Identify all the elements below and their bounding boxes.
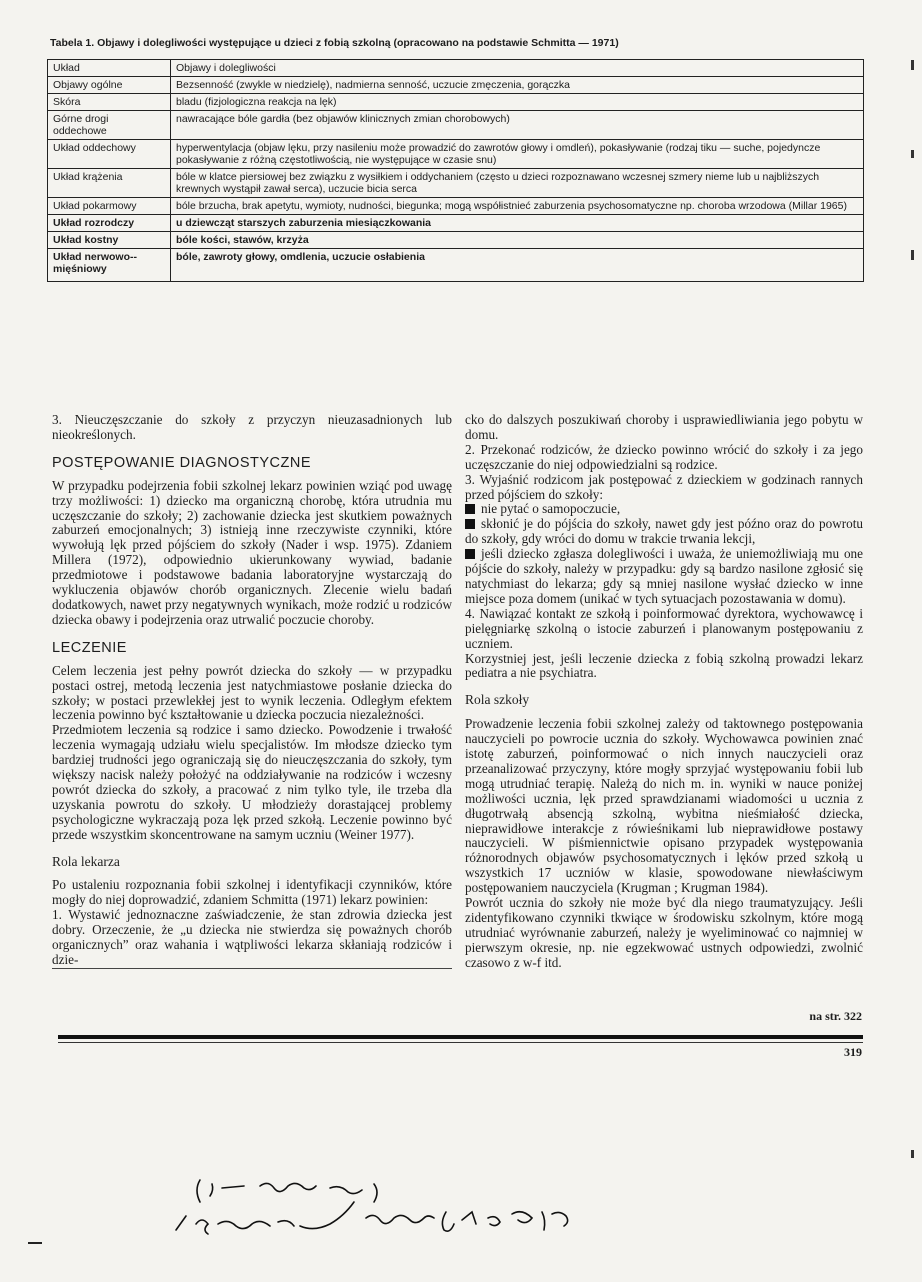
treatment-paragraph: Celem leczenia jest pełny powrót dziecka do szkoły — w przypadku postaci ostrej, metodą leczenia jest natychmiastowe posłanie dziecka do szkoły; w postaci przewlekłej jest to wynik leczenia. Odległym efektem leczenia powinno być kształtowanie u dziecka poczucia niezależności. [52,662,452,723]
table-cell-system: Górne drogi oddechowe [48,111,171,140]
school-role-paragraph: Prowadzenie leczenia fobii szkolnej zależy od taktownego postępowania nauczycieli po powrocie ucznia do szkoły. Wychowawca powinien znać istotę zaburzeń, poinformować o nich innych nauczycieli oraz przeanalizować przyczyny, które mogły sprzyjać występowaniu fobii lub mogą utrudniać terapię. Należą do nich m. in. wyniki w nauce poniżej możliwości ucznia, lęk przed sprawdzianami wiadomości u ucznia z długotrwałą absencją szkolną, wybitna nieśmiałość dziecka, nieprawidłowe interakcje z rówieśnikami lub nieprawidłowe postawy nauczycieli. W piśmiennictwie opisano przypadek występowania różnorodnych objawów psychosomatycznych i lęków przed szkołą u wszystkich 17 uczniów w klasie, spowodowane niewłaściwym postępowaniem nauczyciela (Krugman ; Krugman 1984). [465,716,863,896]
table-cell-system: Układ kostny [48,232,171,249]
margin-dash [28,1242,42,1244]
diagnostics-heading: POSTĘPOWANIE DIAGNOSTYCZNE [52,454,311,471]
table-row [48,232,864,249]
edge-mark [911,250,914,260]
handwritten-note [160,1168,620,1248]
table-cell-system: Układ nerwowo--mięśniowy [48,249,171,282]
bullet-item [465,517,863,547]
bullet-icon [465,504,475,514]
table-header-system: Układ [48,60,171,77]
table-row [48,77,864,94]
bullet-item [465,502,863,517]
table-cell-symptoms: nawracające bóle gardła (bez objawów klinicznych zmian chorobowych) [171,111,864,140]
footer-rule [58,1035,863,1039]
doctor-item-2: 2. Przekonać rodziców, że dziecko powinno wrócić do szkoły i za jego uczęszczanie do niej odpowiedzialni są rodzice. [465,441,863,472]
treatment-heading: LECZENIE [52,639,127,656]
intro-item: 3. Nieuczęszczanie do szkoły z przyczyn nieuzasadnionych lub nieokreślonych. [52,412,452,442]
symptom-table [47,59,864,282]
table-cell-symptoms: bóle, zawroty głowy, omdlenia, uczucie osłabienia [171,249,864,282]
bullet-item [465,547,863,607]
bullet-text: jeśli dziecko zgłasza dolegliwości i uważa, że uniemożliwiają mu one pójście do szkoły, należy w przypadku: gdy są bardzo nasilone zgłosić się natychmiast do lekarza; gdy są mniej nasilone wysłać dziecko w inne miejsce poza domem (unikać w tych sytuacjach pozostawania w domu). [465,546,863,606]
doctor-item-4: 4. Nawiązać kontakt ze szkołą i poinformować dyrektora, wychowawcę i pielęgniarkę szkolną o istocie zaburzeń i planowanym postępowaniu z uczniem. [465,605,863,651]
table-cell-system: Układ pokarmowy [48,198,171,215]
bullet-text: nie pytać o samopoczucie, [481,501,621,517]
table-cell-system: Skóra [48,94,171,111]
table-cell-symptoms: Bezsenność (zwykle w niedzielę), nadmierna senność, uczucie zmęczenia, gorączka [171,77,864,94]
table-caption: Tabela 1. Objawy i dolegliwości występujące u dzieci z fobią szkolną (opracowano na podstawie Schmitta — 1971) [50,37,619,49]
treatment-paragraph: Przedmiotem leczenia są rodzice i samo dziecko. Powodzenie i trwałość leczenia wymagają udziału wielu specjalistów. Im młodsze dziecko tym bardziej trudności jego ograniczają się do nieuczęszczania do szkoły, tym większy nacisk należy położyć na oddziaływanie na rodziców i wczesny powrót dziecka do szkoły, a pracować z nim tylko tyle, ile trzeba dla uzyskania powrotu do szkoły. U młodzieży dorastającej problemy psychologiczne wykraczają poza lęk przed szkołą. Leczenie powinno być przede wszystkim skoncentrowane na samym uczniu (Weiner 1977). [52,722,452,842]
table-row [48,169,864,198]
school-role-paragraph: Powrót ucznia do szkoły nie może być dla niego traumatyzujący. Jeśli zidentyfikowano czynniki tkwiące w środowisku szkolnym, które mogą utrudniać wyrównanie zaburzeń, należy je wyeliminować co najmniej w pierwszym okresie, np. nie egzekwować ustnych odpowiedzi, zwolnić czasowo z w-f itd. [465,895,863,970]
handwriting-scribble [160,1168,620,1248]
continued-on-reference: na str. 322 [809,1009,862,1023]
table-row [48,111,864,140]
table-cell-system: Układ oddechowy [48,140,171,169]
table-row [48,249,864,282]
table-row [48,140,864,169]
doctor-role-heading: Rola lekarza [52,853,120,869]
table-cell-symptoms: u dziewcząt starszych zaburzenia miesiączkowania [171,215,864,232]
edge-mark [911,150,914,158]
right-column [465,413,863,971]
footer-rule-thin [58,1042,863,1043]
table-row [48,198,864,215]
table-cell-system: Układ krążenia [48,169,171,198]
left-column [52,413,452,969]
edge-mark [911,1150,914,1158]
page-number: 319 [844,1045,862,1059]
doctor-item-1: 1. Wystawić jednoznaczne zaświadczenie, że stan zdrowia dziecka jest dobry. Orzeczenie, że „u dziecka nie stwierdza się poważnych chorób organicznych” oraz wahania i wątpliwości lekarza skłaniają rodziców i dzie- [52,907,452,967]
table-cell-symptoms: bóle brzucha, brak apetytu, wymioty, nudności, biegunka; mogą współistnieć zaburzenia psychosomatyczne np. choroba wrzodowa (Millar 1965) [171,198,864,215]
edge-mark [911,60,914,70]
doctor-item-4-note: Korzystniej jest, jeśli leczenie dziecka z fobią szkolną prowadzi lekarz pediatra a nie psychiatra. [465,650,863,681]
bullet-icon [465,519,475,529]
table-cell-symptoms: bóle w klatce piersiowej bez związku z wysiłkiem i oddychaniem (często u dzieci rozpoznawano wczesnej szmery nieme lub u najbliższych krewnych wystąpił zawał serca), uczucie bicia serca [171,169,864,198]
bullet-icon [465,549,475,559]
continued-paragraph: cko do dalszych poszukiwań choroby i usprawiedliwiania jego pobytu w domu. [465,412,863,442]
table-cell-system: Objawy ogólne [48,77,171,94]
bullet-text: skłonić je do pójścia do szkoły, nawet gdy jest późno oraz do powrotu do szkoły, gdy wróci do domu w trakcie trwania lekcji, [465,516,863,547]
table-cell-symptoms: bóle kości, stawów, krzyża [171,232,864,249]
diagnostics-paragraph: W przypadku podejrzenia fobii szkolnej lekarz powinien wziąć pod uwagę trzy możliwości: 1) dziecko ma organiczną chorobę, która utrudnia mu uczęszczanie do szkoły; 2) zachowanie dziecka jest skutkiem poważnych zaburzeń emocjonalnych; 3) istnieją inne rzeczywiste czynniki, które wywołują lęk przed pójściem do szkoły (Nader i wsp. 1975). Zdaniem Millera (1972), odpowiednio ukierunkowany wywiad, badanie przedmiotowe i podstawowe badania laboratoryjne wystarczają do wykluczenia objawów chorób organicznych. Zlecenie wielu badań dodatkowych, nawet przy negatywnych wynikach, może rodzić u rodziców dziecka obawy i podejrzenia oraz utrwalić poczucie choroby. [52,477,452,627]
table-cell-symptoms: bladu (fizjologiczna reakcja na lęk) [171,94,864,111]
table-cell-symptoms: hyperwentylacja (objaw lęku, przy nasileniu może prowadzić do zawrotów głowy i omdleń), pokasływanie (rodzaj tiku — suche, pojedyncze pokasływanie z różną częstotliwością, nie występujące w czasie snu) [171,140,864,169]
table-cell-system: Układ rozrodczy [48,215,171,232]
doctor-item-3: 3. Wyjaśnić rodzicom jak postępować z dzieckiem w godzinach rannych przed pójściem do szkoły: [465,471,863,502]
table-header-symptoms: Objawy i dolegliwości [171,60,864,77]
school-role-heading: Rola szkoły [465,692,530,708]
table-header-row [48,60,864,77]
doctor-role-paragraph: Po ustaleniu rozpoznania fobii szkolnej i identyfikacji czynników, które mogły do niej doprowadzić, zdaniem Schmitta (1971) lekarz powinien: [52,877,452,908]
table-row [48,94,864,111]
table-row [48,215,864,232]
